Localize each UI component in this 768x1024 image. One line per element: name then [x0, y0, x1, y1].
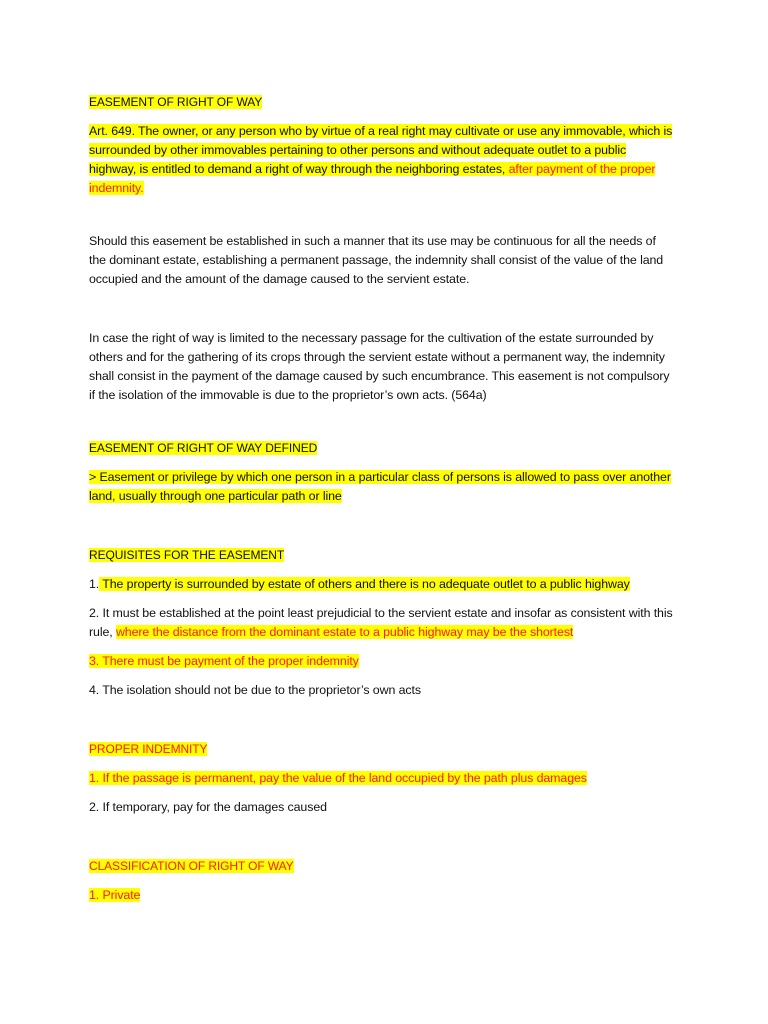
article-649-paragraph — [89, 122, 675, 198]
definition-paragraph — [89, 468, 675, 506]
requisites-heading-highlight: REQUISITES FOR THE EASEMENT — [89, 548, 285, 562]
requisite-item-1-number: 1. — [89, 577, 100, 591]
requisite-item-2 — [89, 604, 675, 642]
necessary-passage-paragraph: In case the right of way is limited to the necessary passage for the cultivation of the estate surrounded by others and for the gathering of its crops through the servient estate without a permanent way, the indemnity shall consist in the payment of the damage caused by such encumbrance. This easement is not compulsory if the isolation of the immovable is due to the proprietor’s own acts. (564a) — [89, 331, 670, 402]
section-heading-easement-of-right-of-way — [89, 93, 675, 112]
proper-indemnity-item-1 — [89, 769, 675, 788]
requisite-item-2-text: 2. It must be established at the point least prejudicial to the servient estate and insofar as consistent with this rule, — [89, 606, 673, 639]
requisite-item-4: 4. The isolation should not be due to the proprietor’s own acts — [89, 683, 421, 697]
classification-item-1-text: 1. Private — [89, 888, 141, 902]
article-649-red-text: after payment of the proper indemnity. — [89, 162, 656, 195]
classification-item-1 — [89, 886, 675, 905]
proper-indemnity-item-1-text: 1. If the passage is permanent, pay the value of the land occupied by the path plus damages — [89, 771, 587, 785]
heading-highlight: EASEMENT OF RIGHT OF WAY — [89, 95, 263, 109]
definition-highlight: > Easement or privilege by which one person in a particular class of persons is allowed to pass over another land, usually through one particular path or line — [89, 470, 671, 503]
section-heading-classification — [89, 857, 675, 876]
section-heading-requisites — [89, 546, 675, 565]
defined-heading-highlight: EASEMENT OF RIGHT OF WAY DEFINED — [89, 441, 318, 455]
proper-indemnity-item-2: 2. If temporary, pay for the damages caused — [89, 800, 327, 814]
document-content — [89, 93, 675, 905]
requisite-item-3-text: 3. There must be payment of the proper indemnity — [89, 654, 359, 668]
permanent-passage-paragraph: Should this easement be established in such a manner that its use may be continuous for all the needs of the dominant estate, establishing a permanent passage, the indemnity shall consist of the value of the land occupied and the amount of the damage caused to the servient estate. — [89, 234, 664, 286]
requisite-item-2-red-text: where the distance from the dominant estate to a public highway may be the shortest — [115, 625, 574, 639]
section-heading-proper-indemnity — [89, 740, 675, 759]
requisite-item-1 — [89, 575, 675, 594]
requisite-item-1-text: The property is surrounded by estate of others and there is no adequate outlet to a public highway — [99, 577, 630, 591]
proper-indemnity-heading-highlight: PROPER INDEMNITY — [89, 742, 208, 756]
requisite-item-3 — [89, 652, 675, 671]
article-649-main-text: Art. 649. The owner, or any person who by virtue of a real right may cultivate or use any immovable, which is surrounded by other immovables pertaining to other persons and without adequate outlet to a public highway, is entitled to demand a right of way through the neighboring estates, — [89, 124, 673, 176]
section-heading-defined — [89, 439, 675, 458]
classification-heading-highlight: CLASSIFICATION OF RIGHT OF WAY — [89, 859, 294, 873]
